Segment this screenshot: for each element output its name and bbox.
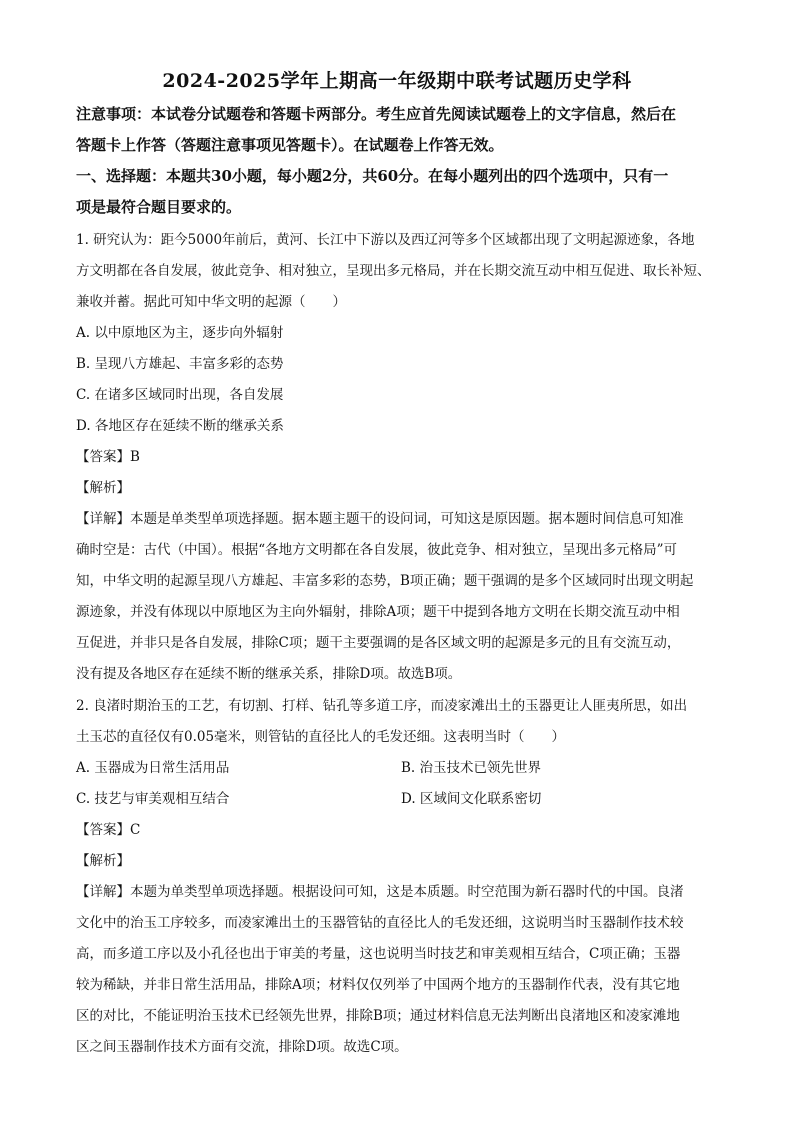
q2-detail-line: 区的对比，不能证明治玉技术已经领先世界，排除B项；通过材料信息无法判断出良渚地区和凌家滩地 — [76, 1008, 680, 1024]
q2-detail-line: 区之间玉器制作技术方面有交流，排除D项。故选C项。 — [76, 1039, 408, 1055]
q1-stem-line: 兼收并蓄。据此可知中华文明的起源（ ） — [76, 294, 346, 310]
q1-option-d: D. 各地区存在延续不断的继承关系 — [76, 418, 284, 434]
question-1 — [76, 225, 726, 690]
q1-detail-line: 确时空是：古代（中国）。根据“各地方文明都在各自发展，彼此竞争、相对独立，呈现出多元格局”可 — [76, 542, 678, 558]
q2-options-row — [76, 753, 726, 784]
section-heading: 项是最符合题目要求的。 — [76, 198, 242, 216]
q1-analysis-label: 【解析】 — [76, 480, 130, 496]
q2-option-a: A. 玉器成为日常生活用品 — [76, 760, 230, 776]
q1-option-b: B. 呈现八方雄起、丰富多彩的态势 — [76, 356, 284, 372]
q1-stem-line: 方文明都在各自发展，彼此竞争、相对独立，呈现出多元格局，并在长期交流互动中相互促进、取长补短、 — [76, 263, 711, 279]
q2-answer: 【答案】C — [76, 822, 141, 838]
q2-option-c: C. 技艺与审美观相互结合 — [76, 791, 230, 807]
q1-detail-line: 没有提及各地区存在延续不断的继承关系，排除D项。故选B项。 — [76, 666, 462, 682]
q1-stem-line: 1. 研究认为：距今5000年前后，黄河、长江中下游以及西辽河等多个区域都出现了文明起源迹象，各地 — [76, 232, 695, 248]
q2-option-b: B. 治玉技术已领先世界 — [401, 760, 542, 776]
q2-detail-line: 较为稀缺，并非日常生活用品，排除A项；材料仅仅列举了中国两个地方的玉器制作代表，没有其它地 — [76, 977, 680, 993]
q1-detail-line: 源迹象，并没有体现以中原地区为主向外辐射，排除A项；题干中提到各地方文明在长期交流互动中相 — [76, 604, 680, 620]
q1-detail-line: 知，中华文明的起源呈现八方雄起、丰富多彩的态势，B项正确；题干强调的是多个区域同时出现文明起 — [76, 573, 694, 589]
q2-option-d: D. 区域间文化联系密切 — [401, 791, 542, 807]
q1-detail-line: 互促进，并非只是各自发展，排除C项；题干主要强调的是各区域文明的起源是多元的且有交流互动， — [76, 635, 681, 651]
notice — [76, 99, 726, 223]
q1-detail-line: 【详解】本题是单类型单项选择题。据本题主题干的设问词，可知这是原因题。据本题时间信息可知准 — [76, 511, 684, 527]
question-2 — [76, 691, 726, 1063]
page-title: 2024-2025学年上期高一年级期中联考试题历史学科 — [162, 70, 632, 92]
q1-option-a: A. 以中原地区为主，逐步向外辐射 — [76, 325, 284, 341]
q2-options-row — [76, 784, 726, 815]
q2-detail-line: 高，而多道工序以及小孔径也出于审美的考量，这也说明当时技艺和审美观相互结合，C项正确；玉器 — [76, 946, 681, 962]
q1-option-c: C. 在诸多区域同时出现，各自发展 — [76, 387, 284, 403]
q2-stem-line: 2. 良渚时期治玉的工艺，有切割、打样、钻孔等多道工序，而凌家滩出土的玉器更让人匪夷所思，如出 — [76, 698, 688, 714]
notice-line: 注意事项：本试卷分试题卷和答题卡两部分。考生应首先阅读试题卷上的文字信息，然后在 — [76, 105, 677, 123]
q2-detail-line: 【详解】本题为单类型单项选择题。根据设问可知，这是本质题。时空范围为新石器时代的中国。良渚 — [76, 884, 684, 900]
notice-line: 答题卡上作答（答题注意事项见答题卡）。在试题卷上作答无效。 — [76, 136, 504, 154]
q2-stem-line: 土玉芯的直径仅有0.05毫米，则管钻的直径比人的毛发还细。这表明当时（ ） — [76, 729, 566, 745]
q1-answer: 【答案】B — [76, 449, 140, 465]
section-heading: 一、选择题：本题共30小题，每小题2分，共60分。在每小题列出的四个选项中，只有一 — [76, 167, 669, 185]
q2-analysis-label: 【解析】 — [76, 853, 130, 869]
q2-detail-line: 文化中的治玉工序较多，而凌家滩出土的玉器管钻的直径比人的毛发还细，这说明当时玉器制作技术较 — [76, 915, 684, 931]
